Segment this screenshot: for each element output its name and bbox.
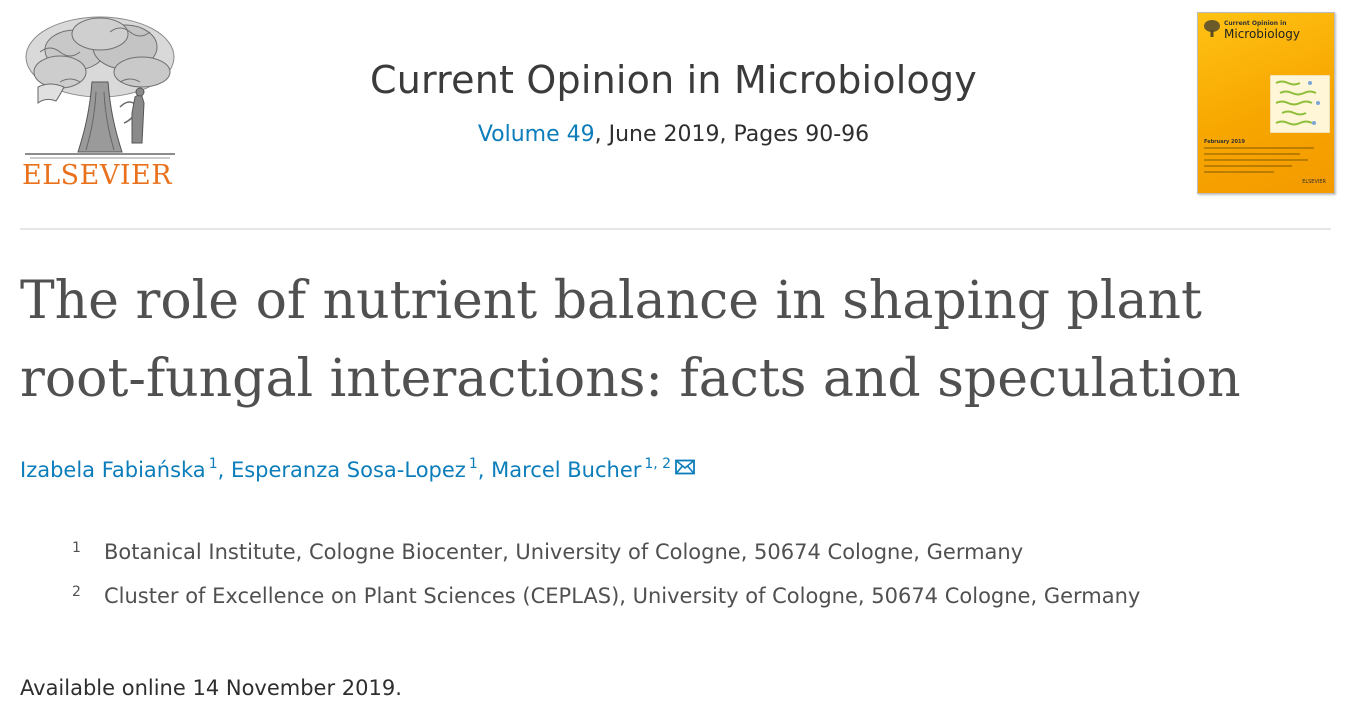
- journal-cover-thumbnail[interactable]: [1197, 12, 1335, 194]
- author-item: [491, 458, 671, 482]
- cover-issue-date: February 2019: [1204, 139, 1245, 145]
- affiliation-label: 2: [72, 584, 81, 600]
- available-online-date: Available online 14 November 2019.: [20, 676, 402, 700]
- cover-publisher: ELSEVIER: [1302, 179, 1326, 185]
- article-title-line-2: root-fungal interactions: facts and speculation: [20, 349, 1241, 409]
- cover-tree-icon: [1203, 19, 1221, 39]
- author-affiliation-ref[interactable]: 1, 2: [644, 456, 672, 472]
- affiliation-text: Botanical Institute, Cologne Biocenter, University of Cologne, 50674 Cologne, Germany: [104, 540, 1024, 564]
- article-title: [20, 262, 1320, 418]
- author-name-link[interactable]: Marcel Bucher: [491, 458, 642, 482]
- header-divider: [20, 228, 1331, 230]
- envelope-icon[interactable]: [675, 459, 695, 475]
- author-item: [20, 458, 231, 482]
- cover-title-small: Current Opinion in: [1224, 20, 1287, 27]
- author-name-link[interactable]: Izabela Fabiańska: [20, 458, 206, 482]
- author-separator: ,: [477, 458, 492, 482]
- cover-title-large: Microbiology: [1224, 27, 1300, 41]
- cover-contents-lines: [1204, 147, 1324, 177]
- author-list: [20, 456, 695, 482]
- affiliation-item: [72, 584, 1140, 628]
- author-affiliation-ref[interactable]: 1: [468, 456, 478, 472]
- author-separator: ,: [217, 458, 231, 482]
- issue-details: , June 2019, Pages 90-96: [594, 122, 870, 147]
- affiliation-label: 1: [72, 540, 81, 556]
- elsevier-wordmark: ELSEVIER: [22, 160, 173, 191]
- author-item: [231, 458, 491, 482]
- cover-figure-graphic: [1270, 75, 1330, 133]
- elsevier-logo[interactable]: [20, 12, 182, 192]
- affiliation-text: Cluster of Excellence on Plant Sciences (CEPLAS), University of Cologne, 50674 Cologne, Germany: [104, 584, 1141, 608]
- affiliation-list: [72, 540, 1140, 628]
- author-name-link[interactable]: Esperanza Sosa-Lopez: [230, 458, 466, 482]
- article-title-line-1: The role of nutrient balance in shaping plant: [20, 271, 1202, 331]
- volume-link[interactable]: Volume 49: [477, 122, 595, 147]
- journal-title-link[interactable]: Current Opinion in Microbiology: [370, 58, 977, 102]
- journal-issue-info: [0, 122, 1347, 147]
- affiliation-item: [72, 540, 1140, 584]
- author-affiliation-ref[interactable]: 1: [208, 456, 218, 472]
